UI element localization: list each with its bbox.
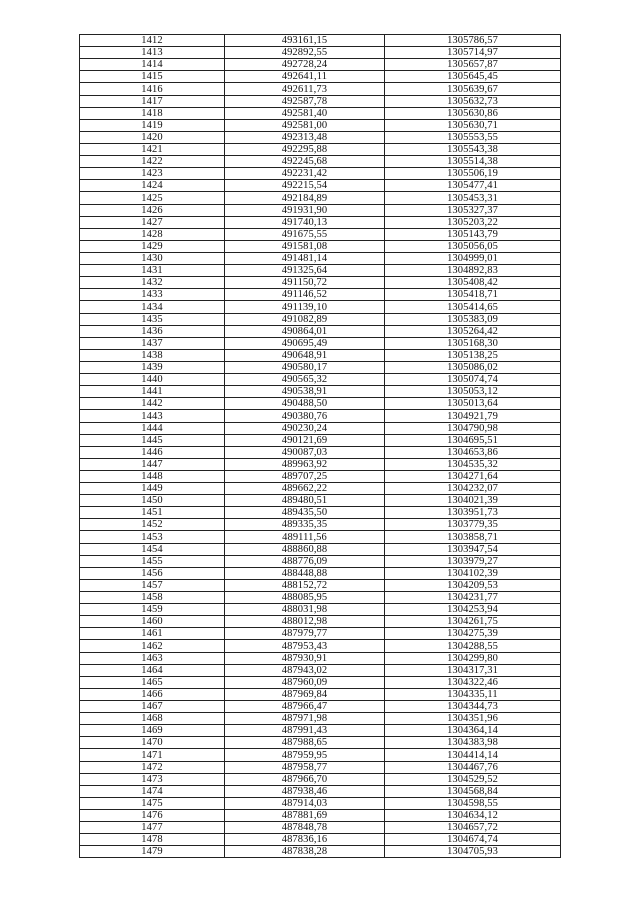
y-coordinate-cell: 1305168,30 (385, 337, 561, 349)
y-coordinate-cell: 1304351,96 (385, 713, 561, 725)
table-row (80, 483, 561, 495)
point-number-cell: 1463 (80, 652, 225, 664)
y-coordinate-cell: 1305138,25 (385, 349, 561, 361)
y-coordinate-cell: 1305013,64 (385, 398, 561, 410)
table-row (80, 797, 561, 809)
y-coordinate-cell: 1305414,65 (385, 301, 561, 313)
table-row (80, 119, 561, 131)
table-row (80, 143, 561, 155)
y-coordinate-cell: 1303951,73 (385, 507, 561, 519)
y-coordinate-cell: 1304317,31 (385, 664, 561, 676)
x-coordinate-cell: 488152,72 (225, 579, 385, 591)
point-number-cell: 1419 (80, 119, 225, 131)
x-coordinate-cell: 488012,98 (225, 616, 385, 628)
table-row (80, 761, 561, 773)
y-coordinate-cell: 1304657,72 (385, 822, 561, 834)
y-coordinate-cell: 1304790,98 (385, 422, 561, 434)
x-coordinate-cell: 487914,03 (225, 797, 385, 809)
y-coordinate-cell: 1304568,84 (385, 785, 561, 797)
point-number-cell: 1452 (80, 519, 225, 531)
y-coordinate-cell: 1305477,41 (385, 180, 561, 192)
table-row (80, 337, 561, 349)
y-coordinate-cell: 1304467,76 (385, 761, 561, 773)
point-number-cell: 1451 (80, 507, 225, 519)
point-number-cell: 1469 (80, 725, 225, 737)
x-coordinate-cell: 491740,13 (225, 216, 385, 228)
x-coordinate-cell: 490648,91 (225, 349, 385, 361)
x-coordinate-cell: 488448,88 (225, 567, 385, 579)
table-row (80, 543, 561, 555)
table-row (80, 446, 561, 458)
table-row (80, 507, 561, 519)
table-row (80, 386, 561, 398)
table-row (80, 301, 561, 313)
coordinates-table (79, 34, 561, 858)
x-coordinate-cell: 491325,64 (225, 265, 385, 277)
x-coordinate-cell: 490380,76 (225, 410, 385, 422)
table-row (80, 616, 561, 628)
x-coordinate-cell: 488860,88 (225, 543, 385, 555)
x-coordinate-cell: 492231,42 (225, 168, 385, 180)
y-coordinate-cell: 1305786,57 (385, 35, 561, 47)
y-coordinate-cell: 1304299,80 (385, 652, 561, 664)
x-coordinate-cell: 487991,43 (225, 725, 385, 737)
x-coordinate-cell: 487958,77 (225, 761, 385, 773)
table-row (80, 35, 561, 47)
point-number-cell: 1466 (80, 688, 225, 700)
y-coordinate-cell: 1304232,07 (385, 483, 561, 495)
x-coordinate-cell: 488085,95 (225, 592, 385, 604)
x-coordinate-cell: 487959,95 (225, 749, 385, 761)
point-number-cell: 1420 (80, 131, 225, 143)
x-coordinate-cell: 492641,11 (225, 71, 385, 83)
point-number-cell: 1423 (80, 168, 225, 180)
x-coordinate-cell: 492313,48 (225, 131, 385, 143)
point-number-cell: 1470 (80, 737, 225, 749)
y-coordinate-cell: 1304322,46 (385, 676, 561, 688)
y-coordinate-cell: 1305506,19 (385, 168, 561, 180)
point-number-cell: 1426 (80, 204, 225, 216)
table-row (80, 713, 561, 725)
x-coordinate-cell: 490087,03 (225, 446, 385, 458)
point-number-cell: 1450 (80, 495, 225, 507)
point-number-cell: 1415 (80, 71, 225, 83)
table-row (80, 168, 561, 180)
y-coordinate-cell: 1305645,45 (385, 71, 561, 83)
x-coordinate-cell: 492892,55 (225, 47, 385, 59)
table-row (80, 701, 561, 713)
y-coordinate-cell: 1304529,52 (385, 773, 561, 785)
y-coordinate-cell: 1305203,22 (385, 216, 561, 228)
x-coordinate-cell: 491150,72 (225, 277, 385, 289)
x-coordinate-cell: 492581,40 (225, 107, 385, 119)
x-coordinate-cell: 487881,69 (225, 810, 385, 822)
y-coordinate-cell: 1305056,05 (385, 240, 561, 252)
table-row (80, 664, 561, 676)
y-coordinate-cell: 1303779,35 (385, 519, 561, 531)
point-number-cell: 1428 (80, 228, 225, 240)
x-coordinate-cell: 490580,17 (225, 361, 385, 373)
point-number-cell: 1476 (80, 810, 225, 822)
x-coordinate-cell: 490565,32 (225, 374, 385, 386)
table-row (80, 555, 561, 567)
table-row (80, 95, 561, 107)
point-number-cell: 1414 (80, 59, 225, 71)
table-row (80, 228, 561, 240)
y-coordinate-cell: 1304674,74 (385, 834, 561, 846)
point-number-cell: 1457 (80, 579, 225, 591)
y-coordinate-cell: 1304261,75 (385, 616, 561, 628)
table-row (80, 252, 561, 264)
x-coordinate-cell: 489707,25 (225, 470, 385, 482)
point-number-cell: 1477 (80, 822, 225, 834)
y-coordinate-cell: 1304598,55 (385, 797, 561, 809)
y-coordinate-cell: 1304231,77 (385, 592, 561, 604)
point-number-cell: 1453 (80, 531, 225, 543)
table-row (80, 785, 561, 797)
x-coordinate-cell: 491675,55 (225, 228, 385, 240)
point-number-cell: 1456 (80, 567, 225, 579)
point-number-cell: 1471 (80, 749, 225, 761)
table-row (80, 180, 561, 192)
table-row (80, 834, 561, 846)
point-number-cell: 1430 (80, 252, 225, 264)
table-row (80, 749, 561, 761)
y-coordinate-cell: 1305632,73 (385, 95, 561, 107)
point-number-cell: 1447 (80, 458, 225, 470)
y-coordinate-cell: 1305639,67 (385, 83, 561, 95)
point-number-cell: 1413 (80, 47, 225, 59)
point-number-cell: 1478 (80, 834, 225, 846)
x-coordinate-cell: 490864,01 (225, 325, 385, 337)
y-coordinate-cell: 1304102,39 (385, 567, 561, 579)
point-number-cell: 1441 (80, 386, 225, 398)
x-coordinate-cell: 490230,24 (225, 422, 385, 434)
table-row (80, 579, 561, 591)
y-coordinate-cell: 1305543,38 (385, 143, 561, 155)
x-coordinate-cell: 488776,09 (225, 555, 385, 567)
point-number-cell: 1449 (80, 483, 225, 495)
point-number-cell: 1432 (80, 277, 225, 289)
y-coordinate-cell: 1303979,27 (385, 555, 561, 567)
y-coordinate-cell: 1304634,12 (385, 810, 561, 822)
table-row (80, 688, 561, 700)
x-coordinate-cell: 490488,50 (225, 398, 385, 410)
point-number-cell: 1436 (80, 325, 225, 337)
x-coordinate-cell: 491146,52 (225, 289, 385, 301)
table-row (80, 470, 561, 482)
point-number-cell: 1465 (80, 676, 225, 688)
coordinates-table-body (80, 35, 561, 858)
y-coordinate-cell: 1305630,71 (385, 119, 561, 131)
table-row (80, 519, 561, 531)
y-coordinate-cell: 1305086,02 (385, 361, 561, 373)
x-coordinate-cell: 491139,10 (225, 301, 385, 313)
table-row (80, 531, 561, 543)
y-coordinate-cell: 1304999,01 (385, 252, 561, 264)
x-coordinate-cell: 492215,54 (225, 180, 385, 192)
x-coordinate-cell: 487988,65 (225, 737, 385, 749)
point-number-cell: 1424 (80, 180, 225, 192)
x-coordinate-cell: 492295,88 (225, 143, 385, 155)
point-number-cell: 1454 (80, 543, 225, 555)
table-row (80, 374, 561, 386)
y-coordinate-cell: 1305418,71 (385, 289, 561, 301)
point-number-cell: 1460 (80, 616, 225, 628)
x-coordinate-cell: 487979,77 (225, 628, 385, 640)
y-coordinate-cell: 1304275,39 (385, 628, 561, 640)
y-coordinate-cell: 1305714,97 (385, 47, 561, 59)
point-number-cell: 1429 (80, 240, 225, 252)
table-row (80, 422, 561, 434)
table-row (80, 434, 561, 446)
y-coordinate-cell: 1304271,64 (385, 470, 561, 482)
x-coordinate-cell: 487836,16 (225, 834, 385, 846)
x-coordinate-cell: 489963,92 (225, 458, 385, 470)
y-coordinate-cell: 1305553,55 (385, 131, 561, 143)
x-coordinate-cell: 487838,28 (225, 846, 385, 858)
point-number-cell: 1468 (80, 713, 225, 725)
x-coordinate-cell: 492581,00 (225, 119, 385, 131)
point-number-cell: 1439 (80, 361, 225, 373)
point-number-cell: 1479 (80, 846, 225, 858)
x-coordinate-cell: 487943,02 (225, 664, 385, 676)
point-number-cell: 1440 (80, 374, 225, 386)
table-row (80, 604, 561, 616)
x-coordinate-cell: 487969,84 (225, 688, 385, 700)
table-row (80, 773, 561, 785)
table-row (80, 846, 561, 858)
y-coordinate-cell: 1304892,83 (385, 265, 561, 277)
table-row (80, 822, 561, 834)
table-row (80, 204, 561, 216)
x-coordinate-cell: 490695,49 (225, 337, 385, 349)
y-coordinate-cell: 1304344,73 (385, 701, 561, 713)
point-number-cell: 1416 (80, 83, 225, 95)
table-row (80, 458, 561, 470)
point-number-cell: 1434 (80, 301, 225, 313)
point-number-cell: 1437 (80, 337, 225, 349)
point-number-cell: 1461 (80, 628, 225, 640)
x-coordinate-cell: 492184,89 (225, 192, 385, 204)
point-number-cell: 1446 (80, 446, 225, 458)
y-coordinate-cell: 1305327,37 (385, 204, 561, 216)
x-coordinate-cell: 489435,50 (225, 507, 385, 519)
point-number-cell: 1444 (80, 422, 225, 434)
x-coordinate-cell: 491082,89 (225, 313, 385, 325)
table-row (80, 131, 561, 143)
point-number-cell: 1435 (80, 313, 225, 325)
x-coordinate-cell: 491481,14 (225, 252, 385, 264)
table-row (80, 810, 561, 822)
point-number-cell: 1462 (80, 640, 225, 652)
x-coordinate-cell: 489662,22 (225, 483, 385, 495)
table-row (80, 83, 561, 95)
point-number-cell: 1425 (80, 192, 225, 204)
x-coordinate-cell: 487938,46 (225, 785, 385, 797)
x-coordinate-cell: 489480,51 (225, 495, 385, 507)
table-row (80, 737, 561, 749)
point-number-cell: 1458 (80, 592, 225, 604)
x-coordinate-cell: 488031,98 (225, 604, 385, 616)
table-row (80, 361, 561, 373)
table-row (80, 216, 561, 228)
y-coordinate-cell: 1305264,42 (385, 325, 561, 337)
x-coordinate-cell: 487971,98 (225, 713, 385, 725)
x-coordinate-cell: 492611,73 (225, 83, 385, 95)
y-coordinate-cell: 1304414,14 (385, 749, 561, 761)
y-coordinate-cell: 1304364,14 (385, 725, 561, 737)
x-coordinate-cell: 491581,08 (225, 240, 385, 252)
y-coordinate-cell: 1305383,09 (385, 313, 561, 325)
y-coordinate-cell: 1304921,79 (385, 410, 561, 422)
y-coordinate-cell: 1304383,98 (385, 737, 561, 749)
point-number-cell: 1443 (80, 410, 225, 422)
table-row (80, 725, 561, 737)
y-coordinate-cell: 1304288,55 (385, 640, 561, 652)
x-coordinate-cell: 487953,43 (225, 640, 385, 652)
point-number-cell: 1448 (80, 470, 225, 482)
point-number-cell: 1445 (80, 434, 225, 446)
y-coordinate-cell: 1304209,53 (385, 579, 561, 591)
point-number-cell: 1427 (80, 216, 225, 228)
point-number-cell: 1475 (80, 797, 225, 809)
y-coordinate-cell: 1305053,12 (385, 386, 561, 398)
table-row (80, 47, 561, 59)
point-number-cell: 1417 (80, 95, 225, 107)
x-coordinate-cell: 487966,47 (225, 701, 385, 713)
x-coordinate-cell: 493161,15 (225, 35, 385, 47)
x-coordinate-cell: 489335,35 (225, 519, 385, 531)
y-coordinate-cell: 1305143,79 (385, 228, 561, 240)
table-row (80, 325, 561, 337)
y-coordinate-cell: 1303947,54 (385, 543, 561, 555)
point-number-cell: 1459 (80, 604, 225, 616)
x-coordinate-cell: 491931,90 (225, 204, 385, 216)
point-number-cell: 1455 (80, 555, 225, 567)
table-row (80, 592, 561, 604)
table-row (80, 59, 561, 71)
table-row (80, 289, 561, 301)
y-coordinate-cell: 1304695,51 (385, 434, 561, 446)
point-number-cell: 1431 (80, 265, 225, 277)
table-row (80, 240, 561, 252)
table-row (80, 313, 561, 325)
table-row (80, 156, 561, 168)
x-coordinate-cell: 490121,69 (225, 434, 385, 446)
point-number-cell: 1438 (80, 349, 225, 361)
table-row (80, 410, 561, 422)
y-coordinate-cell: 1304653,86 (385, 446, 561, 458)
table-row (80, 71, 561, 83)
x-coordinate-cell: 492587,78 (225, 95, 385, 107)
y-coordinate-cell: 1305657,87 (385, 59, 561, 71)
y-coordinate-cell: 1305630,86 (385, 107, 561, 119)
x-coordinate-cell: 490538,91 (225, 386, 385, 398)
y-coordinate-cell: 1305408,42 (385, 277, 561, 289)
table-row (80, 676, 561, 688)
table-row (80, 349, 561, 361)
point-number-cell: 1467 (80, 701, 225, 713)
table-row (80, 265, 561, 277)
x-coordinate-cell: 492245,68 (225, 156, 385, 168)
y-coordinate-cell: 1304335,11 (385, 688, 561, 700)
y-coordinate-cell: 1304021,39 (385, 495, 561, 507)
point-number-cell: 1464 (80, 664, 225, 676)
y-coordinate-cell: 1303858,71 (385, 531, 561, 543)
x-coordinate-cell: 492728,24 (225, 59, 385, 71)
y-coordinate-cell: 1305074,74 (385, 374, 561, 386)
point-number-cell: 1472 (80, 761, 225, 773)
table-row (80, 567, 561, 579)
x-coordinate-cell: 487848,78 (225, 822, 385, 834)
point-number-cell: 1433 (80, 289, 225, 301)
point-number-cell: 1442 (80, 398, 225, 410)
x-coordinate-cell: 487930,91 (225, 652, 385, 664)
point-number-cell: 1422 (80, 156, 225, 168)
y-coordinate-cell: 1304253,94 (385, 604, 561, 616)
table-row (80, 277, 561, 289)
point-number-cell: 1418 (80, 107, 225, 119)
table-row (80, 192, 561, 204)
x-coordinate-cell: 489111,56 (225, 531, 385, 543)
point-number-cell: 1412 (80, 35, 225, 47)
point-number-cell: 1473 (80, 773, 225, 785)
table-row (80, 628, 561, 640)
table-row (80, 495, 561, 507)
x-coordinate-cell: 487966,70 (225, 773, 385, 785)
x-coordinate-cell: 487960,09 (225, 676, 385, 688)
point-number-cell: 1421 (80, 143, 225, 155)
y-coordinate-cell: 1304535,32 (385, 458, 561, 470)
table-row (80, 640, 561, 652)
y-coordinate-cell: 1305453,31 (385, 192, 561, 204)
table-row (80, 652, 561, 664)
table-row (80, 398, 561, 410)
y-coordinate-cell: 1305514,38 (385, 156, 561, 168)
y-coordinate-cell: 1304705,93 (385, 846, 561, 858)
point-number-cell: 1474 (80, 785, 225, 797)
table-row (80, 107, 561, 119)
